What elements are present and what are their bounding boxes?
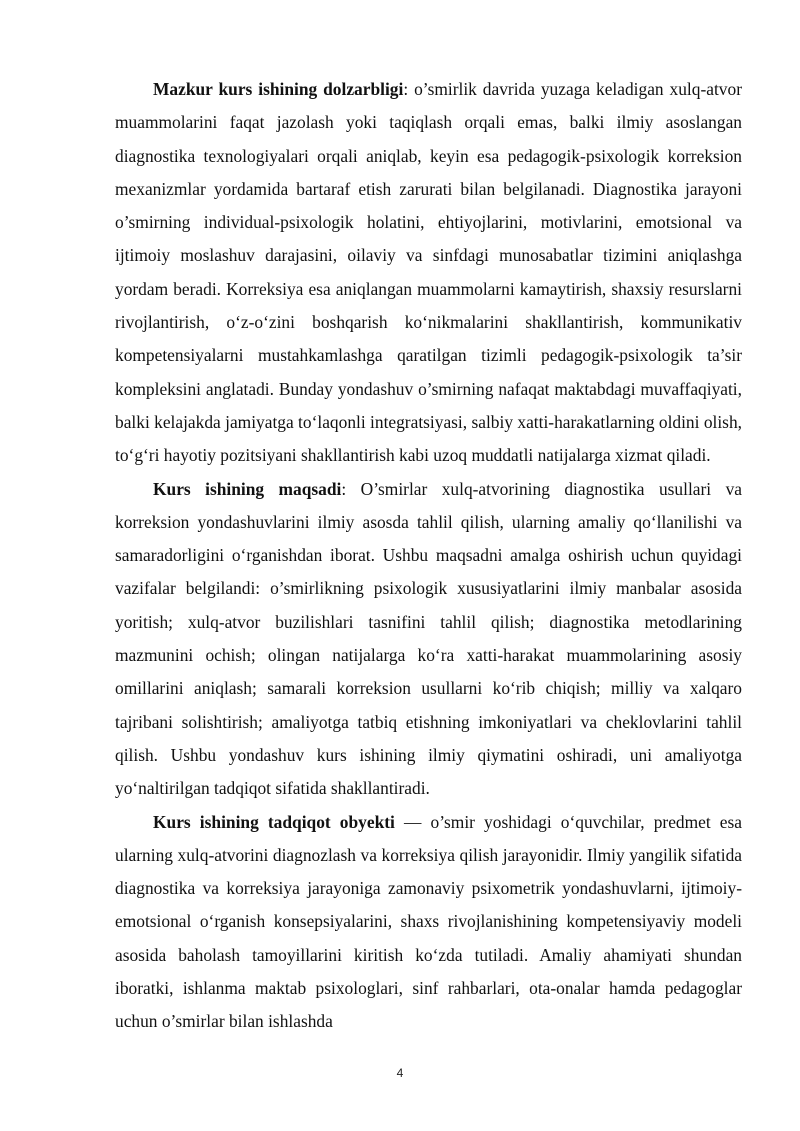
paragraph-body: — o’smir yoshidagi o‘quvchilar, predmet esa ularning xulq-atvorini diagnozlash va korreksiya qilish jarayonidir. Ilmiy yangilik sifatida diagnostika va korreksiya jarayoniga zamonaviy psixometrik yondashuvlarni, ijtimoiy-emotsional o‘rganish konsepsiyalarini, shaxs rivojlanishining kompetensiyaviy modeli asosida baholash tamoyillarini kiritish ko‘zda tutiladi. Amaliy ahamiyati shundan iboratki, ishlanma maktab psixologlari, sinf rahbarlari, ota-onalar hamda pedagoglar uchun o’smirlar bilan ishlashda [115,811,742,1032]
paragraph-body: : O’smirlar xulq-atvorining diagnostika usullari va korreksion yondashuvlarini ilmiy asosda tahlil qilish, ularning amaliy qo‘llanilishi va samaradorligini o‘rganishdan iborat. Ushbu maqsadni amalga oshirish uchun quyidagi vazifalar belgilandi: o’smirlikning psixologik xususiyatlarini ilmiy manbalar asosida yoritish; xulq-atvor buzilishlari tasnifini tahlil qilish; diagnostika metodlarining mazmunini ochish; olingan natijalarga ko‘ra xatti-harakat muammolarining asosiy omillarini aniqlash; samarali korreksion usullarni ko‘rib chiqish; milliy va xalqaro tajribani solishtirish; amaliyotga tatbiq etishning imkoniyatlari va cheklovlarini tahlil qilish. Ushbu yondashuv kurs ishining ilmiy qiymatini oshiradi, uni amaliyotga yo‘naltirilgan tadqiqot sifatida shakllantiradi. [115,478,742,799]
paragraph-goal [115,473,742,806]
document-page [115,73,742,1039]
paragraph-lead: Kurs ishining tadqiqot obyekti [153,811,395,832]
page-number: 4 [396,1066,404,1080]
paragraph-body: : o’smirlik davrida yuzaga keladigan xulq-atvor muammolarini faqat jazolash yoki taqiqlash orqali emas, balki ilmiy asoslangan diagnostika texnologiyalari orqali aniqlab, keyin esa pedagogik-psixologik korreksion mexanizmlar yordamida bartaraf etish zarurati bilan belgilanadi. Diagnostika jarayoni o’smirning individual-psixologik holatini, ehtiyojlarini, motivlarini, emotsional va ijtimoiy moslashuv darajasini, oilaviy va sinfdagi munosabatlar tizimini aniqlashga yordam beradi. Korreksiya esa aniqlangan muammolarni kamaytirish, shaxsiy resurslarni rivojlantirish, o‘z-o‘zini boshqarish ko‘nikmalarini shakllantirish, kommunikativ kompetensiyalarni mustahkamlashga qaratilgan tizimli pedagogik-psixologik ta’sir kompleksini anglatadi. Bunday yondashuv o’smirning nafaqat maktabdagi muvaffaqiyati, balki kelajakda jamiyatga to‘laqonli integratsiyasi, salbiy xatti-harakatlarning oldini olish, to‘g‘ri hayotiy pozitsiyani shakllantirish kabi uzoq muddatli natijalarga xizmat qiladi. [115,79,742,466]
paragraph-lead: Kurs ishining maqsadi [153,478,342,499]
paragraph-object [115,806,742,1039]
paragraph-lead: Mazkur kurs ishining dolzarbligi [153,79,404,99]
paragraph-relevance [115,73,742,473]
